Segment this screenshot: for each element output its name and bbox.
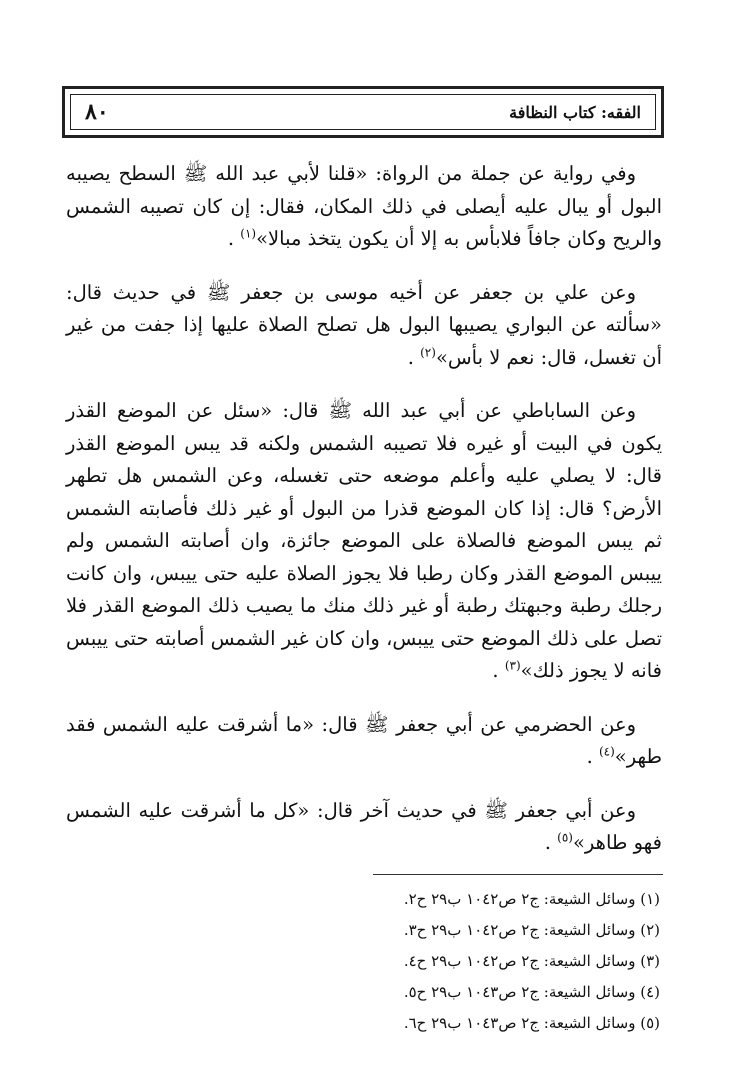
paragraph xyxy=(66,158,662,256)
paragraph-text: وعن علي بن جعفر عن أخيه موسى بن جعفر ﷺ في حديث قال: «سألته عن البواري يصيبها البول هل تصلح الصلاة عليها إذا جفت من غير أن تغسل، قال: نعم لا بأس» xyxy=(66,280,662,369)
paragraph-period: . xyxy=(227,227,235,250)
paragraph-text: وعن الساباطي عن أبي عبد الله ﷺ قال: «سئل عن الموضع القذر يكون في البيت أو غيره فلا تصيبه الشمس ولكنه قد يبس الموضع القذر قال: لا يصلي عليه وأعلم موضعه حتى تغسله، وعن الشمس هل تطهر الأرض؟ قال: إذا كان الموضع قذرا من البول أو غير ذلك فأصابته الشمس ثم يبس الموضع فالصلاة على الموضع جائزة، وان أصابته الشمس ولم ييبس الموضع القذر وكان رطبا فلا يجوز الصلاة عليه حتى ييبس، وان كانت رجلك رطبة وجبهتك رطبة أو غير ذلك منك ما يصيب ذلك الموضع القذر فلا تصل على ذلك الموضع حتى ييبس، وان كان غير الشمس أصابته حتى ييبس فانه لا يجوز ذلك» xyxy=(66,399,662,682)
page-number: ٨٠ xyxy=(85,99,109,125)
paragraph-period: . xyxy=(407,345,414,369)
paragraph-period: . xyxy=(544,831,551,854)
page-header xyxy=(62,86,664,138)
footnote: (١) وسائل الشيعة: ج٢ ص١٠٤٢ ب٢٩ ح٢. xyxy=(403,890,660,908)
paragraph-text: وفي رواية عن جملة من الرواة: «قلنا لأبي عبد الله ﷺ السطح يصيبه البول أو يبال عليه أيصلى في ذلك المكان، فقال: إن كان تصيبه الشمس والريح وكان جافاً فلابأس به إلا أن يكون يتخذ مبالا» xyxy=(66,162,662,250)
main-text xyxy=(66,158,662,881)
paragraph xyxy=(66,395,662,688)
footnote-ref: (٢) xyxy=(420,345,436,359)
footnote-ref: (٥) xyxy=(557,830,573,845)
section-title: الفقه: كتاب النظافة xyxy=(509,102,641,122)
paragraph xyxy=(66,795,662,860)
paragraph-text: وعن أبي جعفر ﷺ في حديث آخر قال: «كل ما أشرقت عليه الشمس فهو طاهر» xyxy=(66,798,662,854)
footnote-ref: (٣) xyxy=(504,658,521,673)
paragraph-text: وعن الحضرمي عن أبي جعفر ﷺ قال: «ما أشرقت عليه الشمس فقد طهر» xyxy=(66,712,662,768)
footnote: (٤) وسائل الشيعة: ج٢ ص١٠٤٣ ب٢٩ ح٥. xyxy=(403,983,660,1001)
footnote: (٢) وسائل الشيعة: ج٢ ص١٠٤٢ ب٢٩ ح٣. xyxy=(403,921,660,939)
footnote-ref: (١) xyxy=(240,226,257,241)
footnote: (٥) وسائل الشيعة: ج٢ ص١٠٤٣ ب٢٩ ح٦. xyxy=(403,1014,660,1032)
paragraph xyxy=(66,277,662,375)
header-inner-frame xyxy=(70,94,656,130)
footnote-ref: (٤) xyxy=(598,744,615,759)
footnotes xyxy=(66,884,662,1039)
paragraph-period: . xyxy=(586,745,593,768)
paragraph xyxy=(66,709,662,774)
footnote: (٣) وسائل الشيعة: ج٢ ص١٠٤٢ ب٢٩ ح٤. xyxy=(403,952,660,970)
footnote-divider xyxy=(373,874,663,875)
paragraph-period: . xyxy=(492,659,499,682)
